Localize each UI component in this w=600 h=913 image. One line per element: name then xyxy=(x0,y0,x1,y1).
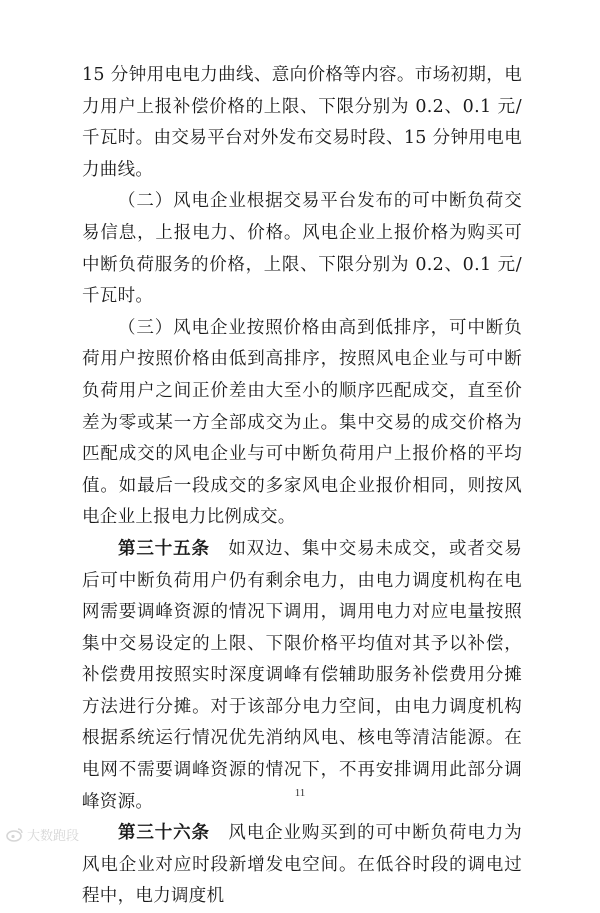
article-36 xyxy=(82,818,522,913)
watermark xyxy=(6,824,79,844)
page-number: 11 xyxy=(294,787,306,799)
paragraph-text: 15 分钟用电电力曲线、意向价格等内容。市场初期，电力用户上报补偿价格的上限、下限分别为 0.2、0.1 元/千瓦时。由交易平台对外发布交易时段、15 分钟用电电力曲线。 xyxy=(82,65,522,180)
watermark-text: 大数跑段 xyxy=(27,828,80,844)
article-text: 风电企业购买到的可中断负荷电力为风电企业对应时段新增发电空间。在低谷时段的调电过程中，电力调度机 xyxy=(82,823,522,907)
weibo-logo-icon xyxy=(6,827,24,842)
paragraph-2 xyxy=(82,186,522,312)
article-heading: 第三十五条 xyxy=(118,538,210,559)
article-35 xyxy=(82,534,522,818)
body-text xyxy=(82,60,522,913)
paragraph-3 xyxy=(82,313,522,534)
paragraph-text: （二）风电企业根据交易平台发布的可中断负荷交易信息，上报电力、价格。风电企业上报价格为购买可中断负荷服务的价格，上限、下限分别为 0.2、0.1 元/千瓦时。 xyxy=(82,191,522,307)
paragraph-1 xyxy=(82,60,522,186)
paragraph-text: （三）风电企业按照价格由高到低排序，可中断负荷用户按照价格由低到高排序，按照风电企业与可中断负荷用户之间正价差由大至小的顺序匹配成交，直至价差为零或某一方全部成交为止。集中交易的成交价格为匹配成交的风电企业与可中断负荷用户上报价格的平均值。如最后一段成交的多家风电企业报价相同，则按风电企业上报电力比例成交。 xyxy=(82,317,522,528)
article-heading: 第三十六条 xyxy=(118,823,210,844)
article-text: 如双边、集中交易未成交，或者交易后可中断负荷用户仍有剩余电力，由电力调度机构在电网需要调峰资源的情况下调用，调用电力对应电量按照集中交易设定的上限、下限价格平均值对其予以补偿，补偿费用按照实时深度调峰有偿辅助服务补偿费用分摊方法进行分摊。对于该部分电力空间，由电力调度机构根据系统运行情况优先消纳风电、核电等清洁能源。在电网不需要调峰资源的情况下，不再安排调用此部分调峰资源。 xyxy=(82,538,522,812)
